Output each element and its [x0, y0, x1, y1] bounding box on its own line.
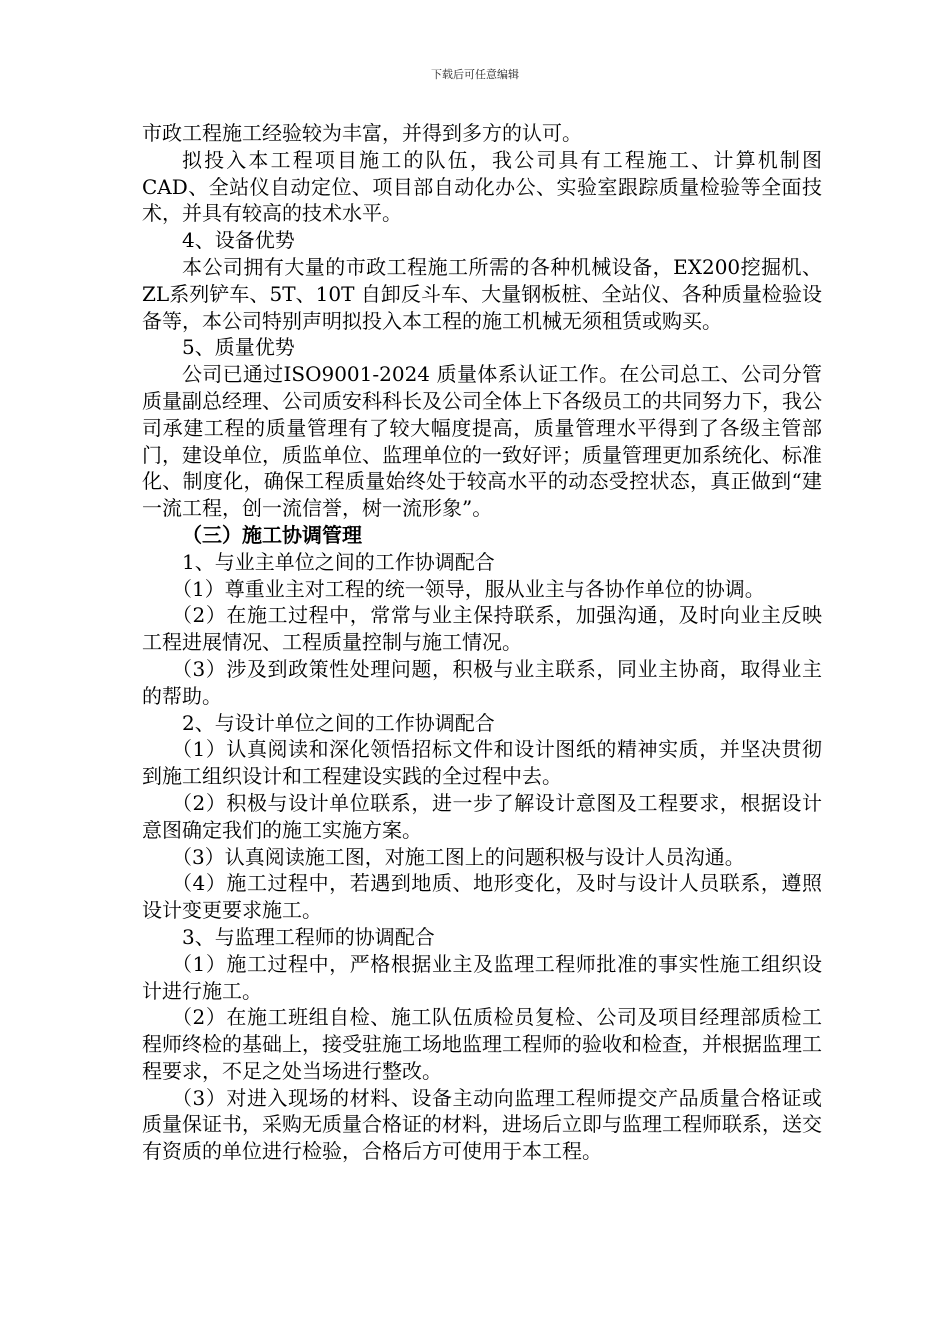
chapter-heading: （三）施工协调管理 — [182, 522, 362, 547]
paragraph: 市政工程施工经验较为丰富，并得到多方的认可。 — [142, 121, 582, 145]
paragraph: 公司已通过ISO9001-2024 质量体系认证工作。在公司总工、公司分管质量副总经理、公司质安科科长及公司全体上下各级员工的共同努力下，我公司承建工程的质量管理有了较大幅度提高，质量管理水平得到了各级主管部门，建设单位，质监单位、监理单位的一致好评；质量管理更加系统化、标准化、制度化，确保工程质量始终处于较高水平的动态受控状态，真正做到“建一流工程，创一流信誉，树一流形象”。 — [142, 362, 822, 521]
list-item: （1）施工过程中，严格根据业主及监理工程师批准的事实性施工组织设计进行施工。 — [142, 951, 822, 1003]
section-heading: 4、设备优势 — [182, 228, 295, 253]
list-item: （3）对进入现场的材料、设备主动向监理工程师提交产品质量合格证或质量保证书，采购无质量合格证的材料，进场后立即与监理工程师联系，送交有资质的单位进行检验，合格后方可使用于本工程。 — [142, 1085, 822, 1164]
document-body — [142, 120, 822, 1165]
paragraph: 本公司拥有大量的市政工程施工所需的各种机械设备，EX200挖掘机、ZL系列铲车、5T、10T 自卸反斗车、大量钢板桩、全站仪、各种质量检验设备等，本公司特别声明拟投入本工程的施工机械无须租赁或购买。 — [142, 254, 822, 333]
list-item: （3）认真阅读施工图，对施工图上的问题积极与设计人员沟通。 — [172, 844, 745, 869]
list-item: （3）涉及到政策性处理问题，积极与业主联系，同业主协商，取得业主的帮助。 — [142, 656, 822, 708]
list-item: （2）在施工过程中，常常与业主保持联系，加强沟通，及时向业主反映工程进展情况、工程质量控制与施工情况。 — [142, 603, 822, 655]
section-heading: 2、与设计单位之间的工作协调配合 — [182, 710, 495, 735]
page-header: 下载后可任意编辑 — [431, 68, 519, 81]
list-item: （2）积极与设计单位联系，进一步了解设计意图及工程要求，根据设计意图确定我们的施工实施方案。 — [142, 790, 822, 842]
list-item: （2）在施工班组自检、施工队伍质检员复检、公司及项目经理部质检工程师终检的基础上，接受驻施工场地监理工程师的验收和检查，并根据监理工程要求，不足之处当场进行整改。 — [142, 1005, 822, 1083]
paragraph: 拟投入本工程项目施工的队伍，我公司具有工程施工、计算机制图CAD、全站仪自动定位、项目部自动化办公、实验室跟踪质量检验等全面技术，并具有较高的技术水平。 — [142, 147, 822, 226]
list-item: （4）施工过程中，若遇到地质、地形变化，及时与设计人员联系，遵照设计变更要求施工。 — [142, 871, 822, 923]
section-heading: 5、质量优势 — [182, 335, 295, 360]
section-heading: 3、与监理工程师的协调配合 — [182, 924, 435, 949]
list-item: （1）认真阅读和深化领悟招标文件和设计图纸的精神实质，并坚决贯彻到施工组织设计和工程建设实践的全过程中去。 — [142, 737, 822, 789]
list-item: （1）尊重业主对工程的统一领导，服从业主与各协作单位的协调。 — [172, 576, 765, 601]
section-heading: 1、与业主单位之间的工作协调配合 — [182, 549, 495, 574]
